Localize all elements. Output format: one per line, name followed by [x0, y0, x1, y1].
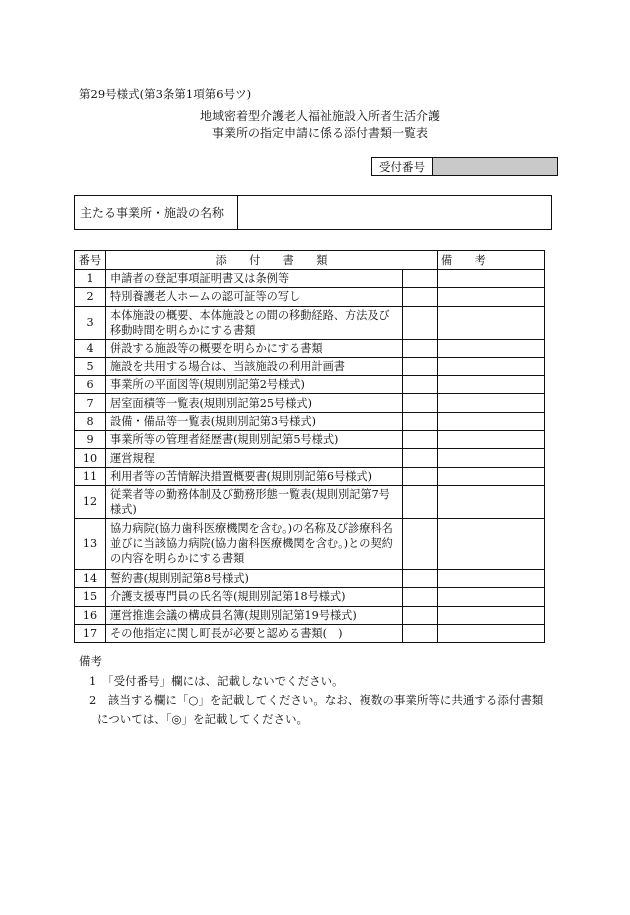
document-name: 誓約書(規則別記第8号様式): [106, 569, 403, 587]
remarks-cell[interactable]: [438, 288, 545, 306]
remarks-cell[interactable]: [438, 518, 545, 569]
table-header-row: [75, 251, 545, 270]
check-cell[interactable]: [403, 412, 438, 430]
header-number: 番号: [75, 251, 106, 270]
check-cell[interactable]: [403, 288, 438, 306]
row-number: 8: [75, 412, 106, 430]
document-name: 従業者等の勤務体制及び勤務形態一覧表(規則別記第7号様式): [106, 485, 403, 518]
row-number: 11: [75, 467, 106, 485]
check-cell[interactable]: [403, 357, 438, 375]
row-number: 9: [75, 431, 106, 449]
document-name: 運営推進会議の構成員名簿(規則別記第19号様式): [106, 606, 403, 624]
title-line-1: 地域密着型介護老人福祉施設入所者生活介護: [199, 109, 440, 123]
row-number: 6: [75, 376, 106, 394]
document-name: 特別養護老人ホームの認可証等の写し: [106, 288, 403, 306]
document-name: 申請者の登記事項証明書又は条例等: [106, 270, 403, 288]
facility-name-label: 主たる事業所・施設の名称: [75, 196, 238, 230]
document-name: 居室面積等一覧表(規則別記第25号様式): [106, 394, 403, 412]
remarks-cell[interactable]: [438, 569, 545, 587]
remarks-cell[interactable]: [438, 270, 545, 288]
row-number: 13: [75, 518, 106, 569]
header-remarks: 備 考: [438, 251, 545, 270]
check-cell[interactable]: [403, 449, 438, 467]
receipt-number-field[interactable]: [433, 158, 558, 176]
table-row: [75, 376, 545, 394]
check-cell[interactable]: [403, 376, 438, 394]
row-number: 10: [75, 449, 106, 467]
document-name: 設備・備品等一覧表(規則別記第3号様式): [106, 412, 403, 430]
remarks-cell[interactable]: [438, 376, 545, 394]
remarks-cell[interactable]: [438, 449, 545, 467]
table-row: [75, 357, 545, 375]
row-number: 1: [75, 270, 106, 288]
remarks-cell[interactable]: [438, 357, 545, 375]
remarks-cell[interactable]: [438, 431, 545, 449]
remarks-cell[interactable]: [438, 467, 545, 485]
note-item-2-continued: については、「◎」を記載してください。: [97, 712, 309, 726]
table-row: [75, 306, 545, 339]
table-row: [75, 588, 545, 606]
document-name: 運営規程: [106, 449, 403, 467]
table-row: [75, 624, 545, 642]
check-cell[interactable]: [403, 624, 438, 642]
document-name: 事業所の平面図等(規則別記第2号様式): [106, 376, 403, 394]
table-row: [75, 449, 545, 467]
table-row: [75, 485, 545, 518]
row-number: 12: [75, 485, 106, 518]
document-title: [150, 108, 490, 142]
check-cell[interactable]: [403, 306, 438, 339]
remarks-cell[interactable]: [438, 624, 545, 642]
note-item-1: 1 「受付番号」欄には、記載しないでください。: [89, 674, 344, 688]
row-number: 5: [75, 357, 106, 375]
table-row: [75, 288, 545, 306]
check-cell[interactable]: [403, 569, 438, 587]
table-row: [75, 339, 545, 357]
document-name: 介護支援専門員の氏名等(規則別記第18号様式): [106, 588, 403, 606]
check-cell[interactable]: [403, 606, 438, 624]
remarks-cell[interactable]: [438, 412, 545, 430]
row-number: 7: [75, 394, 106, 412]
check-cell[interactable]: [403, 270, 438, 288]
table-row: [75, 394, 545, 412]
facility-name-box: [74, 195, 552, 230]
document-name: 施設を共用する場合は、当該施設の利用計画書: [106, 357, 403, 375]
header-documents: 添 付 書 類: [106, 251, 438, 270]
receipt-number-box: [371, 157, 558, 176]
document-name: 協力病院(協力歯科医療機関を含む。)の名称及び診療科名並びに当該協力病院(協力歯科医療機関を含む。)との契約の内容を明らかにする書類: [106, 518, 403, 569]
remarks-cell[interactable]: [438, 485, 545, 518]
row-number: 4: [75, 339, 106, 357]
row-number: 16: [75, 606, 106, 624]
receipt-number-label: 受付番号: [372, 158, 433, 176]
document-name: 本体施設の概要、本体施設との間の移動経路、方法及び移動時間を明らかにする書類: [106, 306, 403, 339]
check-cell[interactable]: [403, 467, 438, 485]
document-name: 事業所等の管理者経歴書(規則別記第5号様式): [106, 431, 403, 449]
title-line-2: 事業所の指定申請に係る添付書類一覧表: [211, 126, 428, 140]
table-row: [75, 431, 545, 449]
document-name: その他指定に関し町長が必要と認める書類( ): [106, 624, 403, 642]
row-number: 3: [75, 306, 106, 339]
document-name: 併設する施設等の概要を明らかにする書類: [106, 339, 403, 357]
form-number: 第29号様式(第3条第1項第6号ツ): [79, 87, 252, 101]
check-cell[interactable]: [403, 588, 438, 606]
row-number: 2: [75, 288, 106, 306]
table-row: [75, 606, 545, 624]
table-row: [75, 569, 545, 587]
check-cell[interactable]: [403, 485, 438, 518]
table-row: [75, 467, 545, 485]
check-cell[interactable]: [403, 339, 438, 357]
check-cell[interactable]: [403, 518, 438, 569]
row-number: 17: [75, 624, 106, 642]
check-cell[interactable]: [403, 394, 438, 412]
row-number: 15: [75, 588, 106, 606]
remarks-cell[interactable]: [438, 339, 545, 357]
remarks-cell[interactable]: [438, 306, 545, 339]
check-cell[interactable]: [403, 431, 438, 449]
row-number: 14: [75, 569, 106, 587]
notes-section: [79, 652, 543, 729]
remarks-cell[interactable]: [438, 588, 545, 606]
note-item-2: 2 該当する欄に「○」を記載してください。なお、複数の事業所等に共通する添付書類: [89, 693, 544, 707]
attachment-list-table: [74, 250, 545, 643]
document-name: 利用者等の苦情解決措置概要書(規則別記第6号様式): [106, 467, 403, 485]
remarks-cell[interactable]: [438, 394, 545, 412]
notes-heading: 備考: [79, 654, 102, 668]
remarks-cell[interactable]: [438, 606, 545, 624]
table-row: [75, 518, 545, 569]
facility-name-field[interactable]: [238, 196, 552, 230]
table-row: [75, 270, 545, 288]
table-row: [75, 412, 545, 430]
